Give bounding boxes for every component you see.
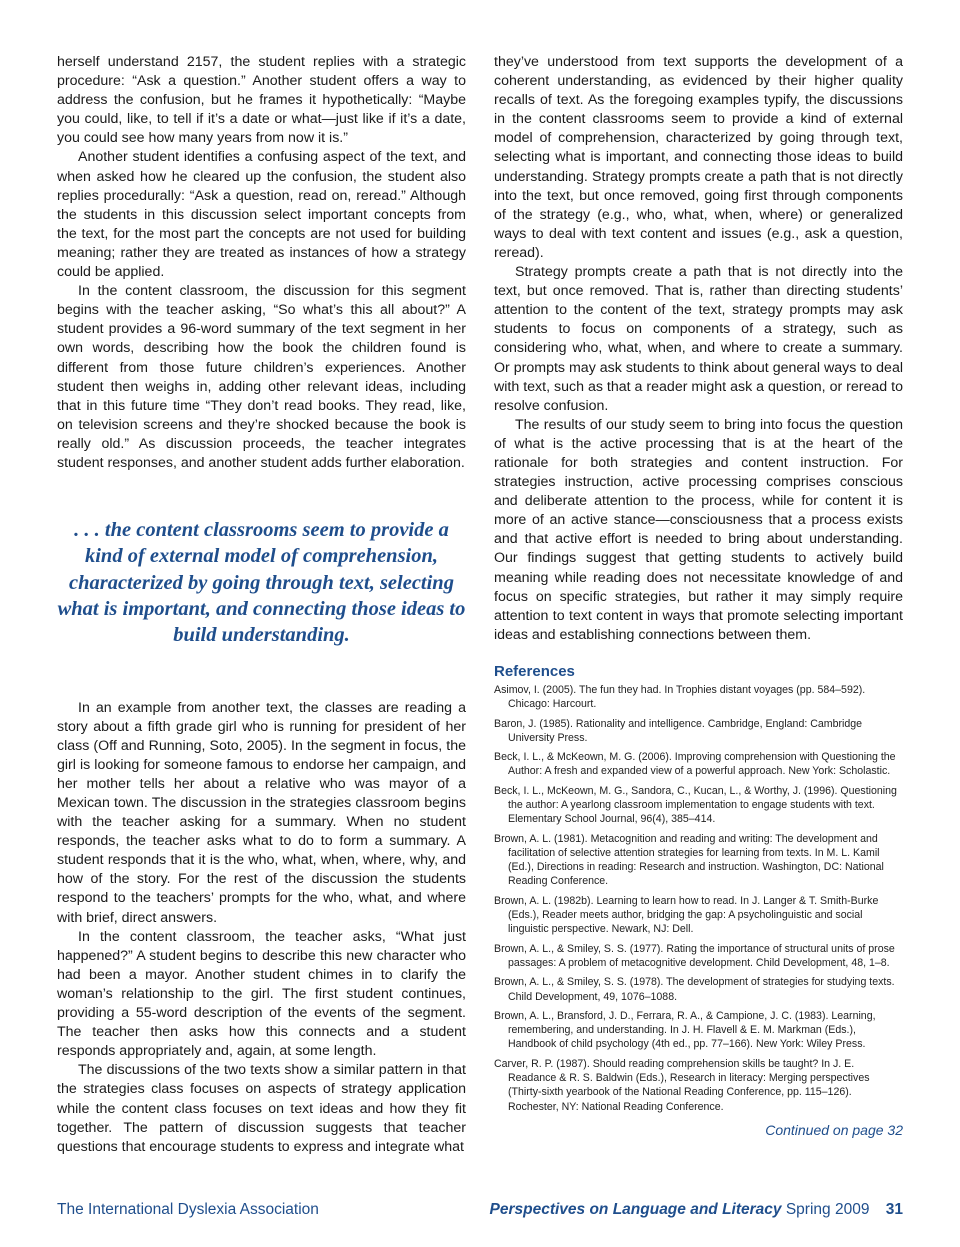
footer-journal: Perspectives on Language and Literacy: [489, 1201, 782, 1218]
reference-item: Brown, A. L., Bransford, J. D., Ferrara, R. A., & Campione, J. C. (1983). Learning, remembering, and understanding. In J. H. Flavell & E. M. Markman (Eds.), Handbook of child psychology (4th ed., pp. 77–166). New York: Wiley Press.: [494, 1009, 876, 1051]
body-paragraph: Another student identifies a confusing aspect of the text, and when asked how he cleared up the confusion, the student also replies procedurally: “Ask a question, read on, reread.” Although the students in this discussion select important concepts from the text, for the most part the concepts are not used for building meaning; rather they are treated as instances of how a strategy could be applied.: [57, 149, 466, 281]
reference-item: Carver, R. P. (1987). Should reading comprehension skills be taught? In J. E. Readance & R. S. Baldwin (Eds.), Research in literacy: Merging perspectives (Thirty-sixth yearbook of the National Reading Conference, pp. 115–126). Rochester, NY: National Reading Conference.: [494, 1057, 870, 1113]
body-paragraph: In an example from another text, the classes are reading a story about a fifth grade girl who is running for president of her class (Off and Running, Soto, 2005). In the segment in focus, the girl is looking for someone famous to endorse her campaign, and her mother tells her about a relative who was mayor of a Mexican town. The discussion in the strategies classroom begins with the teacher asking for a summary. When no student responds, the teacher asks what to do to form a summary. A student responds that it is the who, what, when, where, why, and how of the story. For the rest of the discussion the students respond to the teachers’ prompts for the who, what, and where with brief, direct answers.: [57, 699, 466, 926]
right-column: [494, 53, 903, 1138]
footer-issue: Spring 2009: [785, 1201, 870, 1218]
reference-item: Brown, A. L., & Smiley, S. S. (1977). Rating the importance of structural units of prose passages: A problem of metacognitive development. Child Development, 48, 1–8.: [494, 942, 895, 969]
reference-item: Baron, J. (1985). Rationality and intelligence. Cambridge, England: Cambridge University Press.: [494, 717, 863, 744]
page-number: 31: [885, 1201, 903, 1218]
body-paragraph: The discussions of the two texts show a similar pattern in that the strategies class focuses on aspects of strategy application while the content class focuses on text ideas and how they fit together. The pattern of discussion suggests that teacher questions that encourage students to express and integrate what: [57, 1062, 466, 1155]
body-paragraph: Strategy prompts create a path that is not directly into the text, but once removed. That is, rather than directing students’ attention to the content of the text, strategy prompts may ask students to focus on components of a strategy, such as considering who, what, when, and where to create a summary. Or prompts may ask students to think about general ways to deal with text, such as that a reader might ask a question, or reread to resolve confusion.: [494, 264, 903, 414]
body-paragraph: they’ve understood from text supports the development of a coherent understanding, as evidenced by their higher quality recalls of text. As the foregoing examples typify, the discussions in the content classrooms seem to provide a kind of external model of comprehension, characterized by going through text, selecting what is important, and connecting those ideas to build understanding. Strategy prompts create a path that is not directly into the text, but once removed, going first through components of the strategy (e.g., who, what, when, where) or generalized ways to deal with text content and issues (e.g., ask a question, reread).: [494, 54, 903, 261]
reference-item: Beck, I. L., & McKeown, M. G. (2006). Improving comprehension with Questioning the Author: A fresh and expanded view of a powerful approach. New York: Scholastic.: [494, 751, 896, 778]
body-paragraph: In the content classroom, the discussion for this segment begins with the teacher asking, “So what’s this all about?” A student provides a 96-word summary of the text segment in her own words, describing how the book the children found is different from those future children’s experiences. Another student then weighs in, adding other relevant ideas, including that in this future time “They don’t read books. They read, like, on television screens and they’re shocked because the book is really old.” As discussion proceeds, the teacher integrates student responses, and another student adds further elaboration.: [57, 283, 466, 471]
left-column: [57, 53, 466, 1157]
footer-organization: The International Dyslexia Association: [57, 1201, 319, 1218]
references-heading: References: [494, 662, 575, 680]
reference-item: Beck, I. L., McKeown, M. G., Sandora, C., Kucan, L., & Worthy, J. (1996). Questioning the author: A yearlong classroom implementation to engage students with text. Elementary School Journal, 96(4), 385–414.: [494, 784, 897, 826]
pull-quote: . . . the content classrooms seem to provide a kind of external model of comprehension, characterized by going through text, selecting what is important, and connecting those ideas to build understanding.: [57, 519, 466, 647]
body-paragraph: In the content classroom, the teacher asks, “What just happened?” A student begins to describe this new character who had been a mayor. Another student chimes in to clarify the woman’s relationship to the girl. The first student continues, providing a 55-word description of the events of the segment. The teacher then asks how this connects and a student responds appropriately and, again, at some length.: [57, 928, 466, 1060]
continued-note: Continued on page 32: [765, 1121, 903, 1138]
body-paragraph: herself understand 2157, the student replies with a strategic procedure: “Ask a question.” Another student offers a way to address the confusion, but he frames it hypothetically: “Maybe you could, like, to tell if it’s a date or what—just like if it’s a date, you could see how many years from now it is.”: [57, 54, 466, 147]
reference-item: Brown, A. L. (1981). Metacognition and reading and writing: The development and facilitation of selective attention strategies for learning from texts. In M. L. Kamil (Ed.), Directions in reading: Research and instruction. Washington, DC: National Reading Conference.: [494, 832, 884, 888]
reference-item: Brown, A. L., & Smiley, S. S. (1978). The development of strategies for studying texts. Child Development, 49, 1076–1088.: [494, 976, 895, 1003]
references-list: [494, 683, 903, 1114]
footer-publication: [490, 1201, 904, 1219]
body-paragraph: The results of our study seem to bring into focus the question of what is the active processing that is at the heart of the rationale for both strategies and content instruction. For strategies instruction, active processing comprises conscious and deliberate attention to the process, while for content it is more of an active stance—consciousness that a process exists and that active effort is needed to bring about understanding. Our findings suggest that getting students to actively build meaning while reading does not necessitate knowledge of and focus on specific strategies, but rather it may simply require attention to text content in ways that promote selecting important ideas and establishing connections between them.: [494, 416, 903, 643]
reference-item: Asimov, I. (2005). The fun they had. In Trophies distant voyages (pp. 584–592). Chicago: Harcourt.: [494, 683, 866, 711]
reference-item: Brown, A. L. (1982b). Learning to learn how to read. In J. Langer & T. Smith-Burke (Eds.), Reader meets author, bridging the gap: A psycholinguistic and social linguistic perspective. Newark, NJ: Dell.: [494, 894, 879, 936]
